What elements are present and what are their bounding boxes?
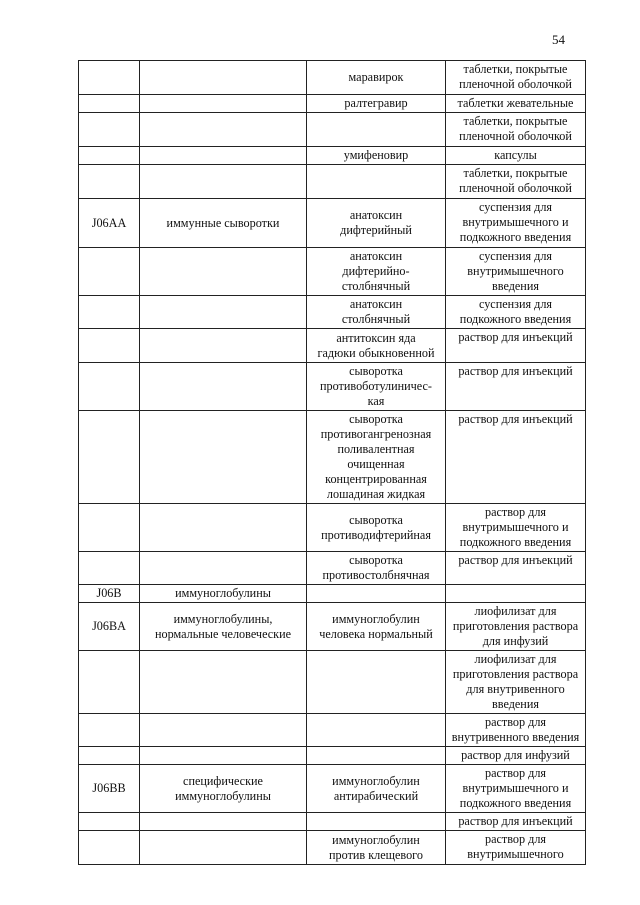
atc-code-cell — [79, 113, 140, 147]
atc-code-cell — [79, 747, 140, 765]
atc-code-cell: J06AA — [79, 199, 140, 248]
drug-name-cell: иммуноглобулин антирабический — [307, 765, 446, 813]
pharmacological-group-cell: иммунные сыворотки — [140, 199, 307, 248]
dosage-form-cell: суспензия для внутримышечного введения — [446, 248, 586, 296]
atc-code-cell — [79, 552, 140, 585]
atc-code-cell — [79, 363, 140, 411]
drug-name-cell — [307, 165, 446, 199]
table-row — [79, 329, 586, 363]
dosage-form-cell: раствор для инъекций — [446, 813, 586, 831]
dosage-form-cell: раствор для внутримышечного и подкожного введения — [446, 504, 586, 552]
table-row — [79, 165, 586, 199]
dosage-form-cell: раствор для инфузий — [446, 747, 586, 765]
dosage-form-cell: раствор для инъекций — [446, 411, 586, 504]
atc-code-cell — [79, 165, 140, 199]
table-row — [79, 411, 586, 504]
table-row — [79, 714, 586, 747]
drug-name-cell — [307, 747, 446, 765]
atc-code-cell — [79, 411, 140, 504]
drug-name-cell: сыворотка противоботулиничес- кая — [307, 363, 446, 411]
table-row — [79, 651, 586, 714]
atc-code-cell — [79, 813, 140, 831]
dosage-form-cell: таблетки, покрытые пленочной оболочкой — [446, 113, 586, 147]
drug-name-cell — [307, 113, 446, 147]
pharmacological-group-cell — [140, 296, 307, 329]
dosage-form-cell: раствор для инъекций — [446, 552, 586, 585]
table-row — [79, 504, 586, 552]
dosage-form-cell: раствор для инъекций — [446, 329, 586, 363]
atc-code-cell: J06BB — [79, 765, 140, 813]
dosage-form-cell — [446, 585, 586, 603]
atc-code-cell: J06B — [79, 585, 140, 603]
pharmacological-group-cell — [140, 363, 307, 411]
drug-name-cell: иммуноглобулин человека нормальный — [307, 603, 446, 651]
table-row — [79, 363, 586, 411]
pharmacological-group-cell — [140, 813, 307, 831]
pharmacological-group-cell — [140, 831, 307, 865]
drug-name-cell: анатоксин столбнячный — [307, 296, 446, 329]
drug-name-cell: сыворотка противодифтерийная — [307, 504, 446, 552]
drug-name-cell: анатоксин дифтерийно- столбнячный — [307, 248, 446, 296]
table-row — [79, 61, 586, 95]
drug-name-cell: умифеновир — [307, 147, 446, 165]
drug-name-cell — [307, 651, 446, 714]
atc-code-cell — [79, 831, 140, 865]
table-row — [79, 113, 586, 147]
table-row — [79, 813, 586, 831]
pharmacological-group-cell — [140, 651, 307, 714]
atc-code-cell — [79, 248, 140, 296]
pharmacological-group-cell — [140, 248, 307, 296]
dosage-form-cell: таблетки жевательные — [446, 95, 586, 113]
drug-name-cell: анатоксин дифтерийный — [307, 199, 446, 248]
table-row — [79, 199, 586, 248]
atc-code-cell — [79, 329, 140, 363]
drug-name-cell: иммуноглобулин против клещевого — [307, 831, 446, 865]
atc-code-cell — [79, 61, 140, 95]
drug-table — [78, 60, 586, 865]
pharmacological-group-cell: специфические иммуноглобулины — [140, 765, 307, 813]
table-row — [79, 552, 586, 585]
table-row — [79, 585, 586, 603]
pharmacological-group-cell — [140, 504, 307, 552]
atc-code-cell: J06BA — [79, 603, 140, 651]
drug-name-cell: сыворотка противогангренозная поливалентная очищенная концентрированная лошадиная жидкая — [307, 411, 446, 504]
drug-name-cell: сыворотка противостолбнячная — [307, 552, 446, 585]
dosage-form-cell: капсулы — [446, 147, 586, 165]
pharmacological-group-cell — [140, 329, 307, 363]
dosage-form-cell: лиофилизат для приготовления раствора для инфузий — [446, 603, 586, 651]
page-number: 54 — [552, 32, 565, 47]
pharmacological-group-cell — [140, 95, 307, 113]
atc-code-cell — [79, 296, 140, 329]
pharmacological-group-cell: иммуноглобулины — [140, 585, 307, 603]
table-row — [79, 603, 586, 651]
pharmacological-group-cell — [140, 747, 307, 765]
atc-code-cell — [79, 651, 140, 714]
dosage-form-cell: таблетки, покрытые пленочной оболочкой — [446, 61, 586, 95]
drug-name-cell: ралтегравир — [307, 95, 446, 113]
table-row — [79, 248, 586, 296]
dosage-form-cell: суспензия для подкожного введения — [446, 296, 586, 329]
pharmacological-group-cell — [140, 552, 307, 585]
atc-code-cell — [79, 714, 140, 747]
pharmacological-group-cell — [140, 165, 307, 199]
pharmacological-group-cell — [140, 147, 307, 165]
drug-name-cell: маравирок — [307, 61, 446, 95]
atc-code-cell — [79, 95, 140, 113]
atc-code-cell — [79, 504, 140, 552]
drug-name-cell: антитоксин яда гадюки обыкновенной — [307, 329, 446, 363]
pharmacological-group-cell — [140, 113, 307, 147]
drug-name-cell — [307, 585, 446, 603]
drug-name-cell — [307, 813, 446, 831]
table-row — [79, 95, 586, 113]
dosage-form-cell: лиофилизат для приготовления раствора для внутривенного введения — [446, 651, 586, 714]
dosage-form-cell: раствор для внутримышечного и подкожного введения — [446, 765, 586, 813]
dosage-form-cell: суспензия для внутримышечного и подкожного введения — [446, 199, 586, 248]
dosage-form-cell: раствор для внутривенного введения — [446, 714, 586, 747]
table-row — [79, 747, 586, 765]
table-row — [79, 296, 586, 329]
dosage-form-cell: раствор для внутримышечного — [446, 831, 586, 865]
table-row — [79, 831, 586, 865]
pharmacological-group-cell — [140, 411, 307, 504]
table-row — [79, 765, 586, 813]
pharmacological-group-cell: иммуноглобулины, нормальные человеческие — [140, 603, 307, 651]
dosage-form-cell: таблетки, покрытые пленочной оболочкой — [446, 165, 586, 199]
drug-name-cell — [307, 714, 446, 747]
pharmacological-group-cell — [140, 714, 307, 747]
table-row — [79, 147, 586, 165]
atc-code-cell — [79, 147, 140, 165]
dosage-form-cell: раствор для инъекций — [446, 363, 586, 411]
pharmacological-group-cell — [140, 61, 307, 95]
